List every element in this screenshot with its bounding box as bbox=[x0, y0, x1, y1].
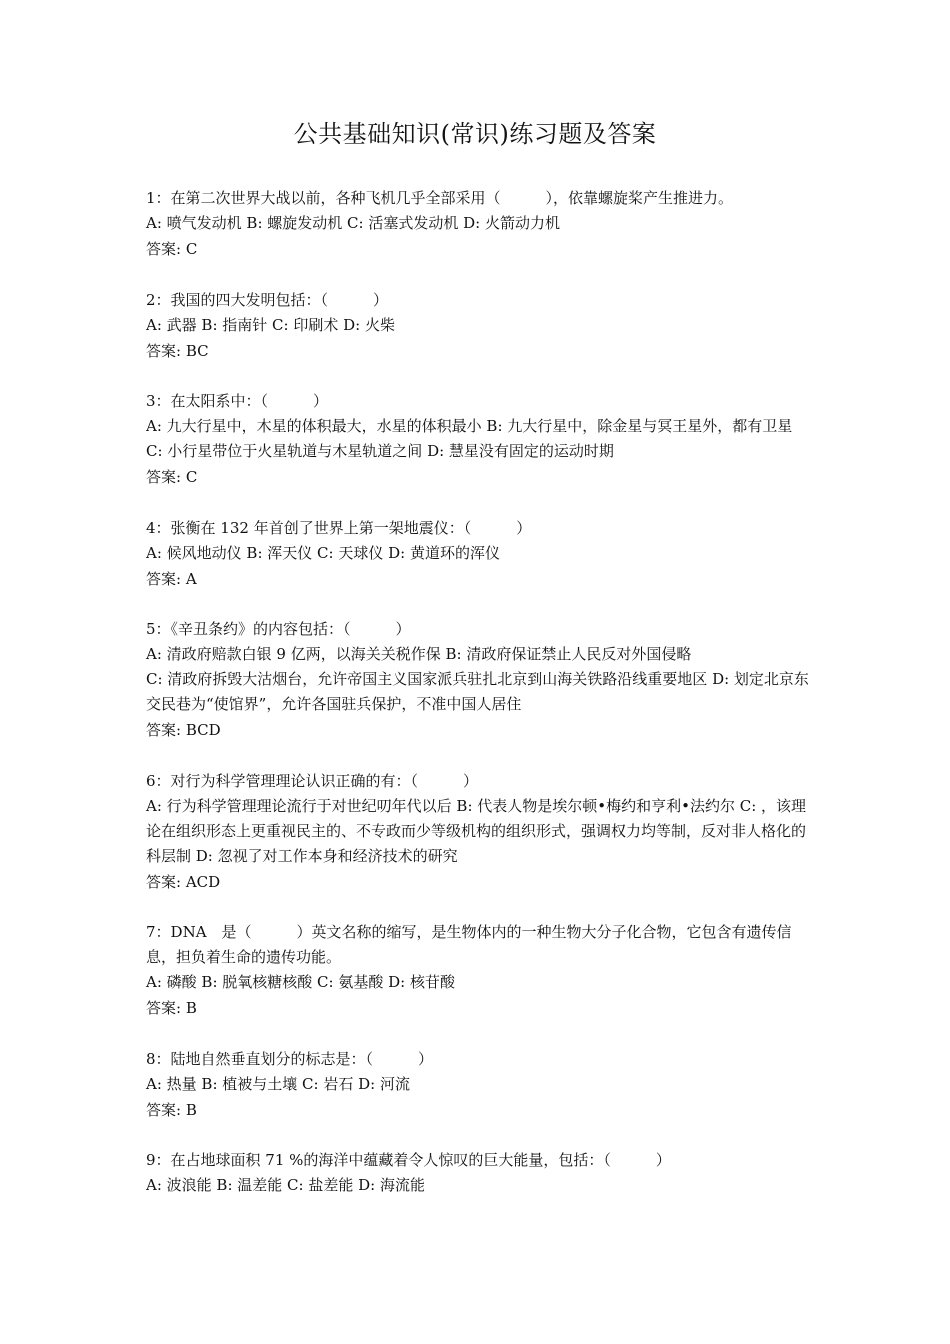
question-9 bbox=[146, 1148, 814, 1198]
question-6-options: A: 行为科学管理理论流行于对世纪叨年代以后 B: 代表人物是埃尔顿•梅约和亨利•法约尔 C: ，该理论在组织形态上更重视民主的、不专政而少等级机构的组织形式，强调权力均等制，反对非人格化的科层制 D: 忽视了对工作本身和经济技术的研究 bbox=[146, 796, 807, 865]
question-5 bbox=[146, 617, 814, 744]
question-3 bbox=[146, 389, 814, 491]
question-3-options-ab: A: 九大行星中，木星的体积最大，水星的体积最小 B: 九大行星中，除金星与冥王星外，都有卫星 bbox=[146, 417, 793, 435]
question-7-options: A: 磷酸 B: 脱氧核糖核酸 C: 氨基酸 D: 核苷酸 bbox=[146, 973, 455, 991]
question-9-options: A: 波浪能 B: 温差能 C: 盐差能 D: 海流能 bbox=[146, 1176, 425, 1194]
question-7-stem: 7：DNA 是（ ）英文名称的缩写，是生物体内的一种生物大分子化合物，它包含有遗传信息，担负着生命的遗传功能。 bbox=[146, 923, 792, 966]
question-5-answer: 答案: BCD bbox=[146, 721, 221, 739]
question-4-answer: 答案: A bbox=[146, 569, 197, 588]
question-1-options: A: 喷气发动机 B: 螺旋发动机 C: 活塞式发动机 D: 火箭动力机 bbox=[146, 214, 560, 232]
question-2-options: A: 武器 B: 指南针 C: 印刷术 D: 火柴 bbox=[146, 315, 395, 334]
question-4-stem: 4：张衡在 132 年首创了世界上第一架地震仪：（ ） bbox=[146, 518, 532, 537]
question-7 bbox=[146, 920, 814, 1022]
question-4 bbox=[146, 516, 814, 593]
question-5-stem: 5：《辛丑条约》的内容包括：（ ） bbox=[146, 620, 411, 638]
question-list bbox=[146, 186, 814, 1223]
question-1-answer: 答案: C bbox=[146, 240, 198, 258]
question-2 bbox=[146, 288, 814, 365]
question-3-options-cd: C: 小行星带位于火星轨道与木星轨道之间 D: 慧星没有固定的运动时期 bbox=[146, 442, 614, 460]
question-3-stem: 3：在太阳系中：（ ） bbox=[146, 392, 329, 410]
question-6 bbox=[146, 769, 814, 896]
question-8 bbox=[146, 1047, 814, 1124]
question-4-options: A: 候风地动仪 B: 浑天仪 C: 天球仪 D: 黄道环的浑仪 bbox=[146, 543, 500, 562]
question-2-answer: 答案: BC bbox=[146, 341, 209, 360]
question-8-answer: 答案: B bbox=[146, 1100, 197, 1119]
question-5-options-ab: A: 清政府赔款白银 9 亿两，以海关关税作保 B: 清政府保证禁止人民反对外国侵略 bbox=[146, 645, 692, 663]
question-8-options: A: 热量 B: 植被与土壤 C: 岩石 D: 河流 bbox=[146, 1074, 410, 1093]
question-1-stem: 1：在第二次世界大战以前，各种飞机几乎全部采用（ ），依靠螺旋桨产生推进力。 bbox=[146, 189, 734, 207]
question-6-stem: 6：对行为科学管理理论认识正确的有：（ ） bbox=[146, 771, 479, 790]
question-3-answer: 答案: C bbox=[146, 468, 198, 486]
question-5-options-cd: C: 清政府拆毁大沽烟台，允许帝国主义国家派兵驻扎北京到山海关铁路沿线重要地区 D: 划定北京东交民巷为“使馆界”，允许各国驻兵保护，不准中国人居住 bbox=[146, 670, 809, 713]
question-2-stem: 2：我国的四大发明包括：（ ） bbox=[146, 290, 389, 309]
question-1 bbox=[146, 186, 814, 263]
question-7-answer: 答案: B bbox=[146, 999, 197, 1017]
question-8-stem: 8：陆地自然垂直划分的标志是：（ ） bbox=[146, 1049, 434, 1068]
question-9-stem: 9：在占地球面积 71 %的海洋中蕴藏着令人惊叹的巨大能量，包括：（ ） bbox=[146, 1151, 671, 1169]
document-title: 公共基础知识(常识)练习题及答案 bbox=[293, 120, 657, 148]
question-6-answer: 答案: ACD bbox=[146, 872, 221, 891]
